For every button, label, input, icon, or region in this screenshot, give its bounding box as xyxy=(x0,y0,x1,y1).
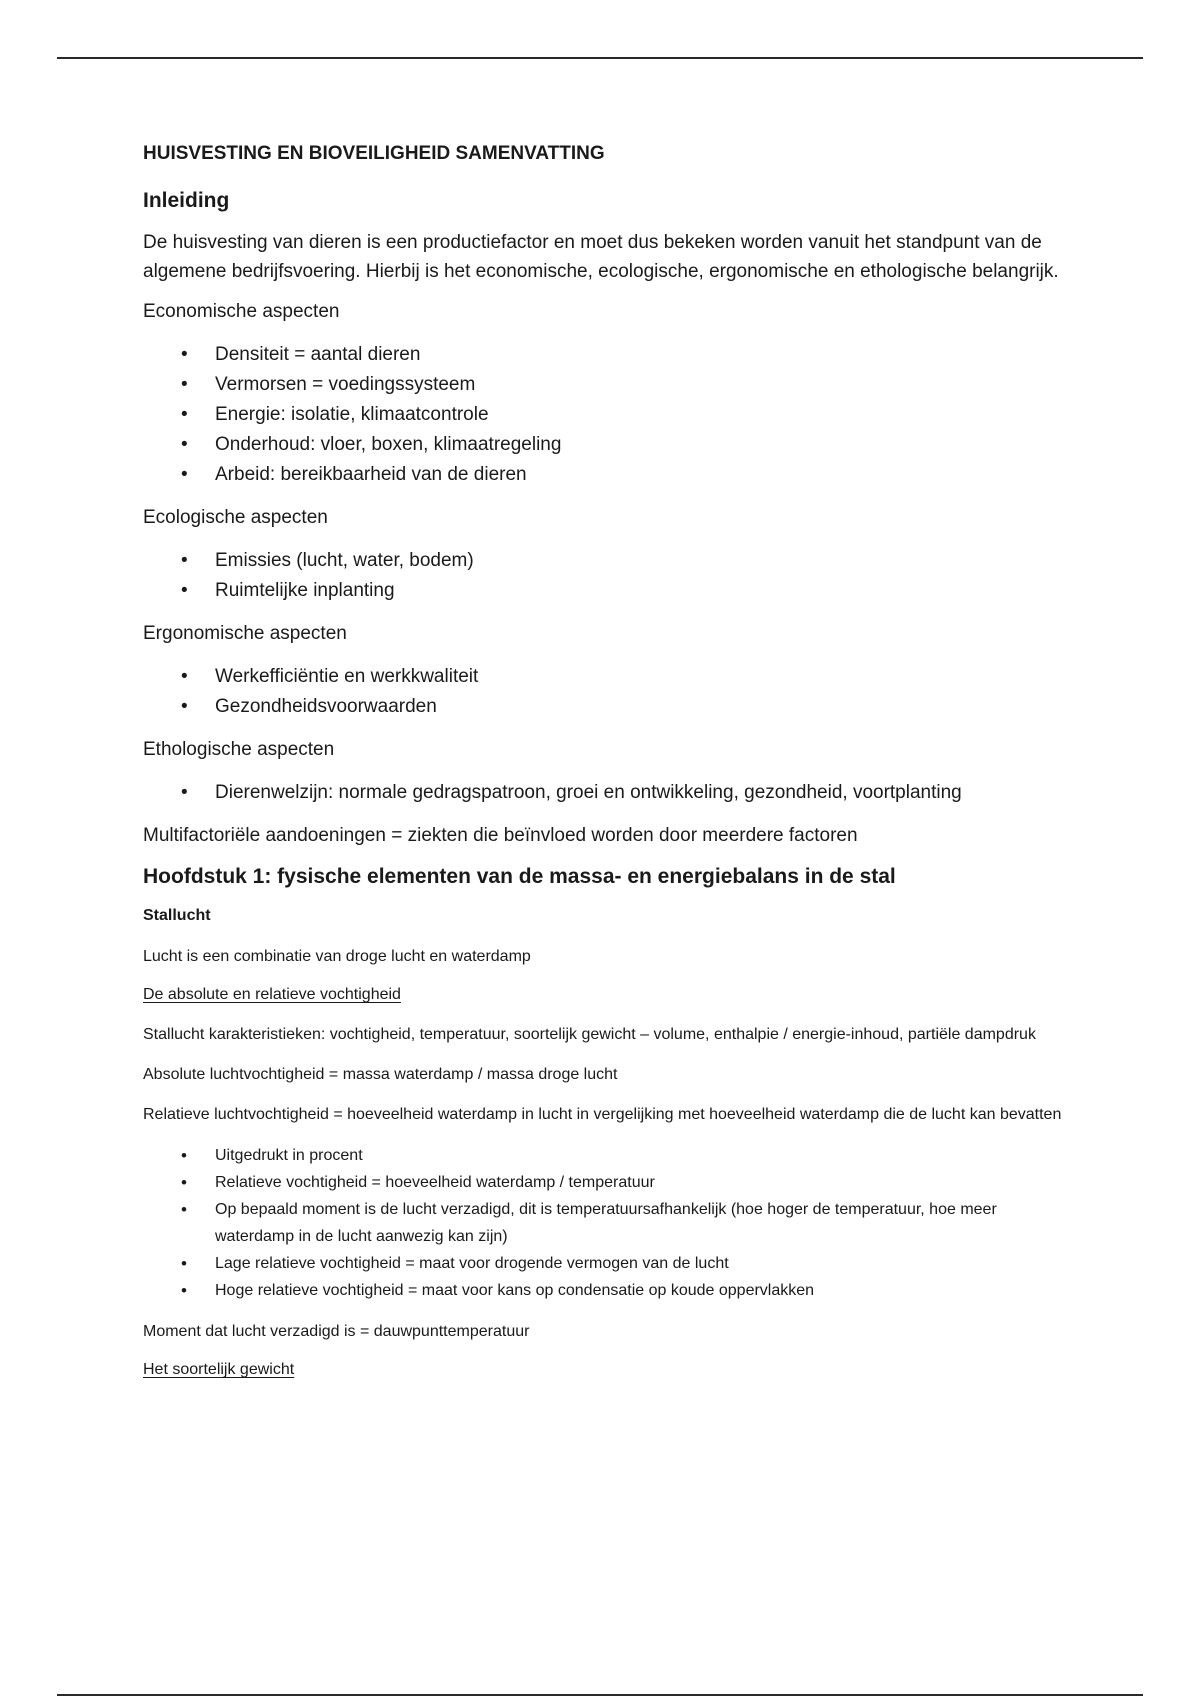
ecological-aspects-label: Ecologische aspecten xyxy=(143,507,328,528)
absolute-humidity-text: Absolute luchtvochtigheid = massa waterdamp / massa droge lucht xyxy=(143,1066,618,1083)
list-item: • Gezondheidsvoorwaarden xyxy=(143,692,1063,722)
list-item: • Densiteit = aantal dieren xyxy=(143,340,1063,370)
list-item: • Relatieve vochtigheid = hoeveelheid waterdamp / temperatuur xyxy=(143,1169,1063,1196)
ergonomic-aspects-list xyxy=(143,662,1063,722)
relative-humidity-list xyxy=(143,1142,1063,1304)
list-item: • Werkefficiëntie en werkkwaliteit xyxy=(143,662,1063,692)
ethological-aspects-label: Ethologische aspecten xyxy=(143,739,335,760)
list-item: • Op bepaald moment is de lucht verzadigd, dit is temperatuursafhankelijk (hoe hoger de temperatuur, hoe meer waterdamp in de lucht aanwezig kan zijn) xyxy=(143,1196,1063,1250)
list-item: • Ruimtelijke inplanting xyxy=(143,576,1063,606)
chapter-1-heading: Hoofdstuk 1: fysische elementen van de massa- en energiebalans in de stal xyxy=(143,865,896,888)
ecological-aspects-list xyxy=(143,546,1063,606)
intro-heading: Inleiding xyxy=(143,189,230,212)
footer-rule xyxy=(57,1694,1143,1696)
humidity-subtitle: De absolute en relatieve vochtigheid xyxy=(143,986,401,1003)
stallucht-heading: Stallucht xyxy=(143,907,211,924)
ergonomic-aspects-label: Ergonomische aspecten xyxy=(143,623,347,644)
list-item: • Onderhoud: vloer, boxen, klimaatregeling xyxy=(143,430,1063,460)
multifactorial-definition: Multifactoriële aandoeningen = ziekten die beïnvloed worden door meerdere factoren xyxy=(143,825,858,846)
ethological-aspects-list xyxy=(143,778,1063,808)
economic-aspects-list xyxy=(143,340,1063,490)
list-item: • Hoge relatieve vochtigheid = maat voor kans op condensatie op koude oppervlakken xyxy=(143,1277,1063,1304)
list-item: • Dierenwelzijn: normale gedragspatroon, groei en ontwikkeling, gezondheid, voortplanting xyxy=(143,778,1063,808)
document-title: HUISVESTING EN BIOVEILIGHEID SAMENVATTING xyxy=(143,143,605,164)
list-item: • Lage relatieve vochtigheid = maat voor drogende vermogen van de lucht xyxy=(143,1250,1063,1277)
economic-aspects-label: Economische aspecten xyxy=(143,301,340,322)
characteristics-text: Stallucht karakteristieken: vochtigheid, temperatuur, soortelijk gewicht – volume, enthalpie / energie-inhoud, partiële dampdruk xyxy=(143,1026,1036,1043)
air-definition: Lucht is een combinatie van droge lucht en waterdamp xyxy=(143,948,531,965)
dewpoint-text: Moment dat lucht verzadigd is = dauwpunttemperatuur xyxy=(143,1323,530,1340)
list-item: • Energie: isolatie, klimaatcontrole xyxy=(143,400,1063,430)
list-item: • Uitgedrukt in procent xyxy=(143,1142,1063,1169)
list-item: • Vermorsen = voedingssysteem xyxy=(143,370,1063,400)
specific-weight-subtitle: Het soortelijk gewicht xyxy=(143,1361,295,1378)
list-item: • Arbeid: bereikbaarheid van de dieren xyxy=(143,460,1063,490)
intro-paragraph: De huisvesting van dieren is een productiefactor en moet dus bekeken worden vanuit het standpunt van de algemene bedrijfsvoering. Hierbij is het economische, ecologische, ergonomische en ethologische belangrijk. xyxy=(143,232,1059,282)
document-body xyxy=(143,142,1063,1397)
list-item: • Emissies (lucht, water, bodem) xyxy=(143,546,1063,576)
header-rule xyxy=(57,57,1143,59)
relative-humidity-text: Relatieve luchtvochtigheid = hoeveelheid waterdamp in lucht in vergelijking met hoeveelheid waterdamp die de lucht kan bevatten xyxy=(143,1106,1062,1123)
